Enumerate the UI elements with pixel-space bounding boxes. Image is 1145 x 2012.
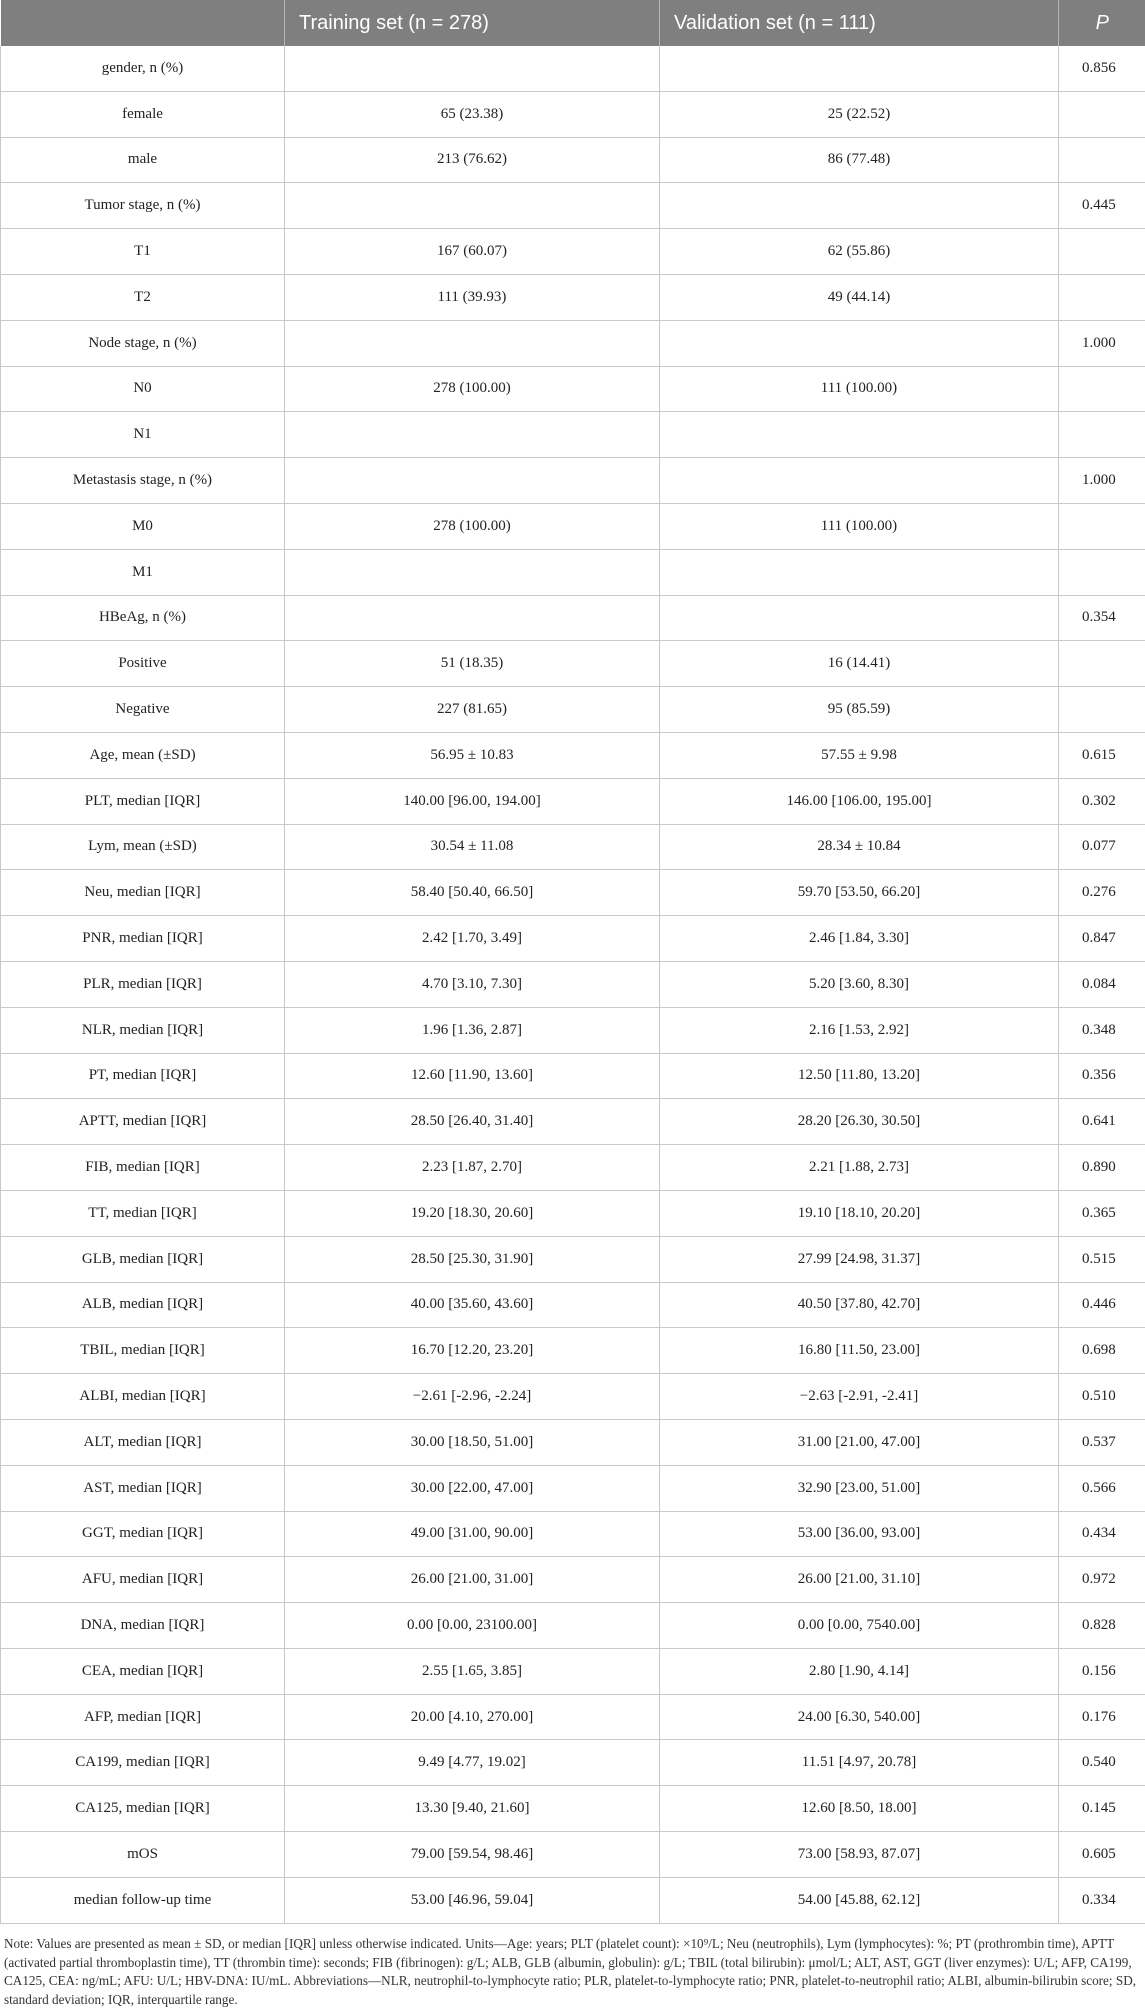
- row-label-cell: GGT, median [IQR]: [1, 1511, 285, 1557]
- training-value-cell: 65 (23.38): [285, 91, 660, 137]
- p-value-cell: 0.515: [1059, 1236, 1145, 1282]
- p-value-cell: [1059, 412, 1145, 458]
- training-value-cell: 58.40 [50.40, 66.50]: [285, 870, 660, 916]
- p-value-cell: 0.698: [1059, 1328, 1145, 1374]
- training-value-cell: [285, 412, 660, 458]
- validation-value-cell: 146.00 [106.00, 195.00]: [660, 778, 1059, 824]
- training-value-cell: 2.55 [1.65, 3.85]: [285, 1648, 660, 1694]
- training-value-cell: 16.70 [12.20, 23.20]: [285, 1328, 660, 1374]
- table-row: [1, 824, 1145, 870]
- training-value-cell: 167 (60.07): [285, 229, 660, 275]
- p-value-cell: [1059, 503, 1145, 549]
- table-row: [1, 1419, 1145, 1465]
- table-row: [1, 778, 1145, 824]
- table-header: [1, 0, 1145, 46]
- row-label-cell: ALT, median [IQR]: [1, 1419, 285, 1465]
- validation-value-cell: [660, 412, 1059, 458]
- validation-value-cell: 62 (55.86): [660, 229, 1059, 275]
- p-value-cell: [1059, 687, 1145, 733]
- validation-value-cell: 53.00 [36.00, 93.00]: [660, 1511, 1059, 1557]
- row-label-cell: mOS: [1, 1832, 285, 1878]
- training-value-cell: 2.23 [1.87, 2.70]: [285, 1145, 660, 1191]
- table-row: [1, 916, 1145, 962]
- table-row: [1, 595, 1145, 641]
- p-value-cell: 0.334: [1059, 1877, 1145, 1923]
- validation-value-cell: 19.10 [18.10, 20.20]: [660, 1190, 1059, 1236]
- row-label-cell: ALB, median [IQR]: [1, 1282, 285, 1328]
- p-value-cell: 0.176: [1059, 1694, 1145, 1740]
- row-label-cell: CA125, median [IQR]: [1, 1786, 285, 1832]
- table-row: [1, 1282, 1145, 1328]
- row-label-cell: N0: [1, 366, 285, 412]
- training-value-cell: 56.95 ± 10.83: [285, 732, 660, 778]
- row-label-cell: PLT, median [IQR]: [1, 778, 285, 824]
- table-row: [1, 1511, 1145, 1557]
- table-row: [1, 274, 1145, 320]
- row-label-cell: CA199, median [IQR]: [1, 1740, 285, 1786]
- p-value-cell: [1059, 137, 1145, 183]
- table-row: [1, 229, 1145, 275]
- row-label-cell: M1: [1, 549, 285, 595]
- p-value-cell: 0.084: [1059, 961, 1145, 1007]
- table-row: [1, 687, 1145, 733]
- table-row: [1, 732, 1145, 778]
- validation-value-cell: 12.50 [11.80, 13.20]: [660, 1053, 1059, 1099]
- p-value-cell: [1059, 366, 1145, 412]
- table-row: [1, 1694, 1145, 1740]
- table-row: [1, 503, 1145, 549]
- p-value-cell: 0.510: [1059, 1374, 1145, 1420]
- p-value-cell: 0.890: [1059, 1145, 1145, 1191]
- validation-value-cell: 25 (22.52): [660, 91, 1059, 137]
- table-row: [1, 549, 1145, 595]
- p-value-cell: 0.434: [1059, 1511, 1145, 1557]
- validation-value-cell: −2.63 [-2.91, -2.41]: [660, 1374, 1059, 1420]
- validation-value-cell: [660, 46, 1059, 91]
- validation-value-cell: 11.51 [4.97, 20.78]: [660, 1740, 1059, 1786]
- validation-value-cell: 40.50 [37.80, 42.70]: [660, 1282, 1059, 1328]
- training-value-cell: 40.00 [35.60, 43.60]: [285, 1282, 660, 1328]
- table-row: [1, 1236, 1145, 1282]
- table-body: [1, 46, 1145, 1923]
- row-label-cell: median follow-up time: [1, 1877, 285, 1923]
- table-row: [1, 137, 1145, 183]
- table-row: [1, 1877, 1145, 1923]
- row-label-cell: M0: [1, 503, 285, 549]
- table-row: [1, 1145, 1145, 1191]
- validation-value-cell: 111 (100.00): [660, 503, 1059, 549]
- header-p-value: P: [1059, 0, 1145, 46]
- training-value-cell: 13.30 [9.40, 21.60]: [285, 1786, 660, 1832]
- table-row: [1, 1007, 1145, 1053]
- validation-value-cell: 28.34 ± 10.84: [660, 824, 1059, 870]
- validation-value-cell: 49 (44.14): [660, 274, 1059, 320]
- validation-value-cell: 86 (77.48): [660, 137, 1059, 183]
- table-row: [1, 1740, 1145, 1786]
- header-label-column: [1, 0, 285, 46]
- table-row: [1, 458, 1145, 504]
- validation-value-cell: 5.20 [3.60, 8.30]: [660, 961, 1059, 1007]
- p-value-cell: 0.302: [1059, 778, 1145, 824]
- table-row: [1, 412, 1145, 458]
- validation-value-cell: [660, 595, 1059, 641]
- training-value-cell: 19.20 [18.30, 20.60]: [285, 1190, 660, 1236]
- training-value-cell: 12.60 [11.90, 13.60]: [285, 1053, 660, 1099]
- row-label-cell: PLR, median [IQR]: [1, 961, 285, 1007]
- training-value-cell: [285, 320, 660, 366]
- table-row: [1, 320, 1145, 366]
- validation-value-cell: 0.00 [0.00, 7540.00]: [660, 1603, 1059, 1649]
- validation-value-cell: 26.00 [21.00, 31.10]: [660, 1557, 1059, 1603]
- validation-value-cell: 95 (85.59): [660, 687, 1059, 733]
- validation-value-cell: 2.46 [1.84, 3.30]: [660, 916, 1059, 962]
- validation-value-cell: [660, 549, 1059, 595]
- validation-value-cell: 16.80 [11.50, 23.00]: [660, 1328, 1059, 1374]
- training-value-cell: 26.00 [21.00, 31.00]: [285, 1557, 660, 1603]
- training-value-cell: 30.54 ± 11.08: [285, 824, 660, 870]
- p-value-cell: 0.566: [1059, 1465, 1145, 1511]
- training-value-cell: [285, 595, 660, 641]
- validation-value-cell: 2.21 [1.88, 2.73]: [660, 1145, 1059, 1191]
- row-label-cell: DNA, median [IQR]: [1, 1603, 285, 1649]
- row-label-cell: AST, median [IQR]: [1, 1465, 285, 1511]
- training-value-cell: 79.00 [59.54, 98.46]: [285, 1832, 660, 1878]
- training-value-cell: 20.00 [4.10, 270.00]: [285, 1694, 660, 1740]
- validation-value-cell: 2.16 [1.53, 2.92]: [660, 1007, 1059, 1053]
- table-row: [1, 1648, 1145, 1694]
- row-label-cell: N1: [1, 412, 285, 458]
- row-label-cell: Tumor stage, n (%): [1, 183, 285, 229]
- validation-value-cell: 12.60 [8.50, 18.00]: [660, 1786, 1059, 1832]
- row-label-cell: T1: [1, 229, 285, 275]
- row-label-cell: PT, median [IQR]: [1, 1053, 285, 1099]
- table-row: [1, 870, 1145, 916]
- p-value-cell: 0.605: [1059, 1832, 1145, 1878]
- row-label-cell: female: [1, 91, 285, 137]
- training-value-cell: 28.50 [26.40, 31.40]: [285, 1099, 660, 1145]
- row-label-cell: GLB, median [IQR]: [1, 1236, 285, 1282]
- validation-value-cell: 54.00 [45.88, 62.12]: [660, 1877, 1059, 1923]
- row-label-cell: AFU, median [IQR]: [1, 1557, 285, 1603]
- row-label-cell: Negative: [1, 687, 285, 733]
- training-value-cell: 140.00 [96.00, 194.00]: [285, 778, 660, 824]
- validation-value-cell: 24.00 [6.30, 540.00]: [660, 1694, 1059, 1740]
- row-label-cell: Age, mean (±SD): [1, 732, 285, 778]
- validation-value-cell: 16 (14.41): [660, 641, 1059, 687]
- p-value-cell: 0.276: [1059, 870, 1145, 916]
- row-label-cell: AFP, median [IQR]: [1, 1694, 285, 1740]
- training-value-cell: 9.49 [4.77, 19.02]: [285, 1740, 660, 1786]
- header-row: [1, 0, 1145, 46]
- table-footnote: Note: Values are presented as mean ± SD, or median [IQR] unless otherwise indicated. Units—Age: years; PLT (platelet count): ×10⁹/L; Neu (neutrophils), Lym (lymphocytes): %; PT (prothrombin time), APTT (activated partial thromboplastin time), TT (thrombin time): seconds; FIB (fibrinogen): g/L; ALB, GLB (albumin, globulin): g/L; TBIL (total bilirubin): μmol/L; ALT, AST, GGT (liver enzymes): U/L; AFP, CA199, CA125, CEA: ng/mL; AFU: U/L; HBV-DNA: IU/mL. Abbreviations—NLR, neutrophil-to-lymphocyte ratio; PLR, platelet-to-lymphocyte ratio; PNR, platelet-to-neutrophil ratio; ALBI, albumin-bilirubin score; SD, standard deviation; IQR, interquartile range.: [4, 1936, 1137, 2007]
- training-value-cell: 278 (100.00): [285, 503, 660, 549]
- p-value-cell: 0.828: [1059, 1603, 1145, 1649]
- table-row: [1, 1190, 1145, 1236]
- p-value-cell: 0.365: [1059, 1190, 1145, 1236]
- table-row: [1, 1786, 1145, 1832]
- training-value-cell: 278 (100.00): [285, 366, 660, 412]
- training-value-cell: 28.50 [25.30, 31.90]: [285, 1236, 660, 1282]
- row-label-cell: Neu, median [IQR]: [1, 870, 285, 916]
- row-label-cell: Lym, mean (±SD): [1, 824, 285, 870]
- table-row: [1, 183, 1145, 229]
- p-value-cell: [1059, 274, 1145, 320]
- table-row: [1, 366, 1145, 412]
- training-value-cell: 1.96 [1.36, 2.87]: [285, 1007, 660, 1053]
- training-value-cell: [285, 183, 660, 229]
- row-label-cell: TT, median [IQR]: [1, 1190, 285, 1236]
- header-training-set: Training set (n = 278): [285, 0, 660, 46]
- validation-value-cell: 31.00 [21.00, 47.00]: [660, 1419, 1059, 1465]
- row-label-cell: TBIL, median [IQR]: [1, 1328, 285, 1374]
- validation-value-cell: [660, 183, 1059, 229]
- p-value-cell: 0.354: [1059, 595, 1145, 641]
- row-label-cell: NLR, median [IQR]: [1, 1007, 285, 1053]
- row-label-cell: T2: [1, 274, 285, 320]
- training-value-cell: 49.00 [31.00, 90.00]: [285, 1511, 660, 1557]
- p-value-cell: 0.446: [1059, 1282, 1145, 1328]
- header-validation-set: Validation set (n = 111): [660, 0, 1059, 46]
- validation-value-cell: 2.80 [1.90, 4.14]: [660, 1648, 1059, 1694]
- p-value-cell: [1059, 229, 1145, 275]
- p-value-cell: 0.348: [1059, 1007, 1145, 1053]
- p-value-cell: 0.856: [1059, 46, 1145, 91]
- training-value-cell: 213 (76.62): [285, 137, 660, 183]
- p-value-cell: 0.972: [1059, 1557, 1145, 1603]
- table-row: [1, 1603, 1145, 1649]
- table-row: [1, 1374, 1145, 1420]
- row-label-cell: FIB, median [IQR]: [1, 1145, 285, 1191]
- training-value-cell: [285, 458, 660, 504]
- table-row: [1, 1465, 1145, 1511]
- p-value-cell: 0.641: [1059, 1099, 1145, 1145]
- validation-value-cell: 32.90 [23.00, 51.00]: [660, 1465, 1059, 1511]
- training-value-cell: 51 (18.35): [285, 641, 660, 687]
- p-value-cell: 0.847: [1059, 916, 1145, 962]
- row-label-cell: CEA, median [IQR]: [1, 1648, 285, 1694]
- p-value-cell: 0.356: [1059, 1053, 1145, 1099]
- training-value-cell: 227 (81.65): [285, 687, 660, 733]
- p-value-cell: 0.540: [1059, 1740, 1145, 1786]
- row-label-cell: Metastasis stage, n (%): [1, 458, 285, 504]
- table-row: [1, 1557, 1145, 1603]
- validation-value-cell: 59.70 [53.50, 66.20]: [660, 870, 1059, 916]
- training-value-cell: 53.00 [46.96, 59.04]: [285, 1877, 660, 1923]
- table-row: [1, 1328, 1145, 1374]
- p-value-cell: [1059, 549, 1145, 595]
- p-value-cell: 0.145: [1059, 1786, 1145, 1832]
- training-value-cell: [285, 549, 660, 595]
- p-value-cell: 0.156: [1059, 1648, 1145, 1694]
- p-value-cell: 1.000: [1059, 458, 1145, 504]
- row-label-cell: Node stage, n (%): [1, 320, 285, 366]
- validation-value-cell: [660, 458, 1059, 504]
- table-row: [1, 641, 1145, 687]
- training-value-cell: 111 (39.93): [285, 274, 660, 320]
- row-label-cell: ALBI, median [IQR]: [1, 1374, 285, 1420]
- row-label-cell: Positive: [1, 641, 285, 687]
- p-value-cell: 0.537: [1059, 1419, 1145, 1465]
- row-label-cell: male: [1, 137, 285, 183]
- training-value-cell: 0.00 [0.00, 23100.00]: [285, 1603, 660, 1649]
- table-row: [1, 46, 1145, 91]
- validation-value-cell: 111 (100.00): [660, 366, 1059, 412]
- table-row: [1, 1053, 1145, 1099]
- p-value-cell: [1059, 641, 1145, 687]
- training-value-cell: [285, 46, 660, 91]
- row-label-cell: APTT, median [IQR]: [1, 1099, 285, 1145]
- training-value-cell: −2.61 [-2.96, -2.24]: [285, 1374, 660, 1420]
- p-value-cell: 0.077: [1059, 824, 1145, 870]
- table-row: [1, 91, 1145, 137]
- p-value-cell: 0.615: [1059, 732, 1145, 778]
- validation-value-cell: 57.55 ± 9.98: [660, 732, 1059, 778]
- table-row: [1, 1832, 1145, 1878]
- p-value-cell: 0.445: [1059, 183, 1145, 229]
- training-value-cell: 2.42 [1.70, 3.49]: [285, 916, 660, 962]
- validation-value-cell: 28.20 [26.30, 30.50]: [660, 1099, 1059, 1145]
- training-value-cell: 30.00 [18.50, 51.00]: [285, 1419, 660, 1465]
- validation-value-cell: 73.00 [58.93, 87.07]: [660, 1832, 1059, 1878]
- validation-value-cell: [660, 320, 1059, 366]
- training-value-cell: 30.00 [22.00, 47.00]: [285, 1465, 660, 1511]
- row-label-cell: gender, n (%): [1, 46, 285, 91]
- table-row: [1, 961, 1145, 1007]
- training-value-cell: 4.70 [3.10, 7.30]: [285, 961, 660, 1007]
- table-row: [1, 1099, 1145, 1145]
- row-label-cell: PNR, median [IQR]: [1, 916, 285, 962]
- validation-value-cell: 27.99 [24.98, 31.37]: [660, 1236, 1059, 1282]
- p-value-cell: [1059, 91, 1145, 137]
- row-label-cell: HBeAg, n (%): [1, 595, 285, 641]
- p-value-cell: 1.000: [1059, 320, 1145, 366]
